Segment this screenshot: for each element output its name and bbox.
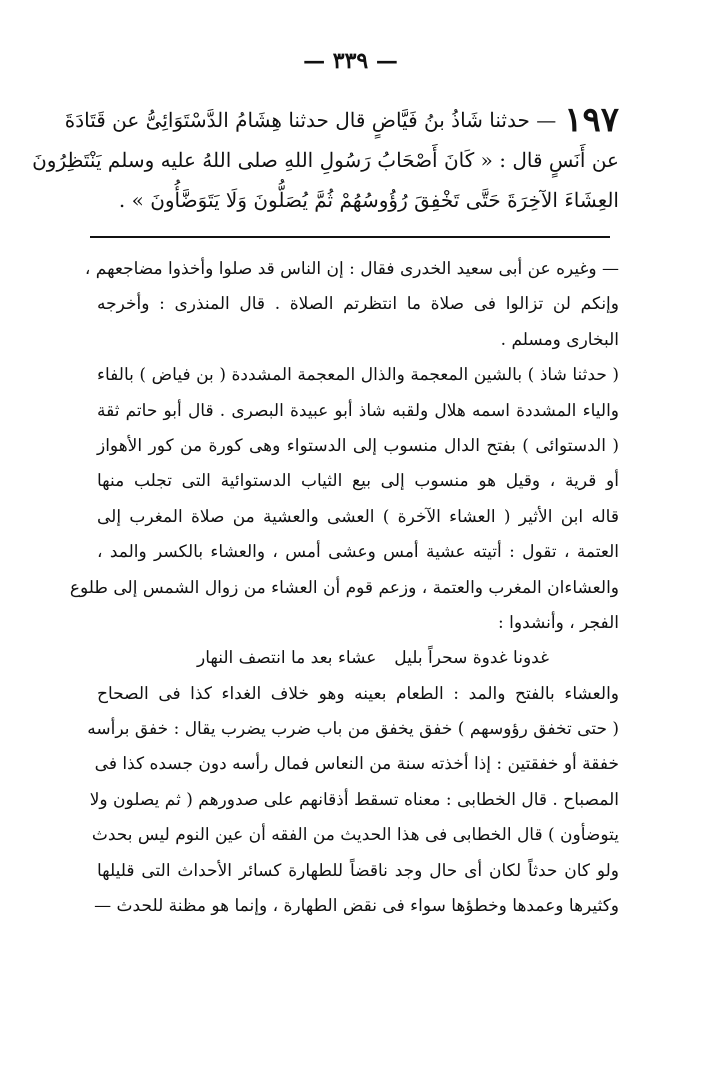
hadith-line: العِشَاءَ الآخِرَةَ حَتَّى تَخْفِقَ رُؤُوسُهُمْ ثُمَّ يُصَلُّونَ وَلَا يَتَوَضَّأُونَ » . [118, 188, 619, 212]
commentary-line: خفقة أو خفقتين : إذا أخذته سنة من النعاس فمال رأسه دون جسده كذا فى [94, 754, 619, 775]
commentary-line: قاله ابن الأثير ( العشاء الآخرة ) العشى والعشية من صلاة المغرب إلى [97, 506, 619, 527]
commentary-line: والعشاء بالفتح والمد : الطعام بعينه وهو خلاف الغداء كذا فى الصحاح [97, 683, 619, 704]
hadith-number: ١٩٧ [564, 100, 619, 140]
commentary-line: يتوضأون ) قال الخطابى فى هذا الحديث من الفقه أن عين النوم ليس بحدث [91, 825, 619, 846]
commentary-line: ( حتى تخفق رؤوسهم ) خفق يخفق من باب ضرب يضرب يقال : خفق برأسه [87, 719, 619, 740]
commentary-line: والياء المشددة اسمه هلال ولقبه شاذ أبو عبيدة البصرى . قال أبو حاتم ثقة [97, 400, 619, 421]
hadith-line: عن أَنَسٍ قال : « كَانَ أَصْحَابُ رَسُولِ اللهِ صلى اللهُ عليه وسلم يَنْتَظِرُونَ [32, 148, 619, 172]
commentary-line: ( الدستوائى ) بفتح الدال منسوب إلى الدستواء وهى كورة من كور الأهواز [97, 435, 619, 456]
commentary-line: وكثيرها وعمدها وخطؤها سواء فى نقض الطهارة ، وإنما هو مظنة للحدث — [94, 896, 619, 917]
commentary-line: وإنكم لن تزالوا فى صلاة ما انتظرتم الصلاة . قال المنذرى : وأخرجه [97, 294, 619, 315]
section-divider [90, 236, 610, 238]
commentary-line: البخارى ومسلم . [500, 329, 619, 350]
poetry-verse [97, 641, 619, 676]
commentary-text [69, 252, 619, 924]
commentary-line: العتمة ، تقول : أتيته عشية أمس وعشى أمس ، والعشاء بالكسر والمد ، [97, 542, 619, 563]
verse-first-hemistich: غدونا غدوة سحراً بليل [394, 648, 549, 669]
page-number: — ٣٣٩ — [303, 48, 398, 74]
hadith-text [32, 100, 619, 220]
commentary-line: ( حدثنا شاذ ) بالشين المعجمة والذال المعجمة المشددة ( بن فياض ) بالفاء [97, 365, 619, 386]
hadith-line-text: — حدثنا شَاذُ بنُ فَيَّاضٍ قال حدثنا هِشَامُ الدَّسْتَوَائِىُّ عن قَتَادَةَ [64, 108, 557, 132]
commentary-line: — وغيره عن أبى سعيد الخدرى فقال : إن الناس قد صلوا وأخذوا مضاجعهم ، [84, 259, 619, 279]
commentary-line: المصباح . قال الخطابى : معناه تسقط أذقانهم على صدورهم ( ثم يصلون ولا [89, 789, 619, 810]
hadith-line [64, 100, 619, 140]
commentary-line: والعشاءان المغرب والعتمة ، وزعم قوم أن العشاء من زوال الشمس إلى طلوع [69, 577, 619, 598]
verse-second-hemistich: عشاء بعد ما انتصف النهار [197, 648, 377, 669]
commentary-line: ولو كان حدثاً لكان أى حال وجد ناقضاً للطهارة كسائر الأحداث التى قليلها [97, 860, 619, 881]
commentary-line: الفجر ، وأنشدوا : [498, 612, 619, 633]
commentary-line: أو قرية ، وقيل هو منسوب إلى بيع الثياب الدستوائية التى تجلب منها [97, 471, 619, 492]
